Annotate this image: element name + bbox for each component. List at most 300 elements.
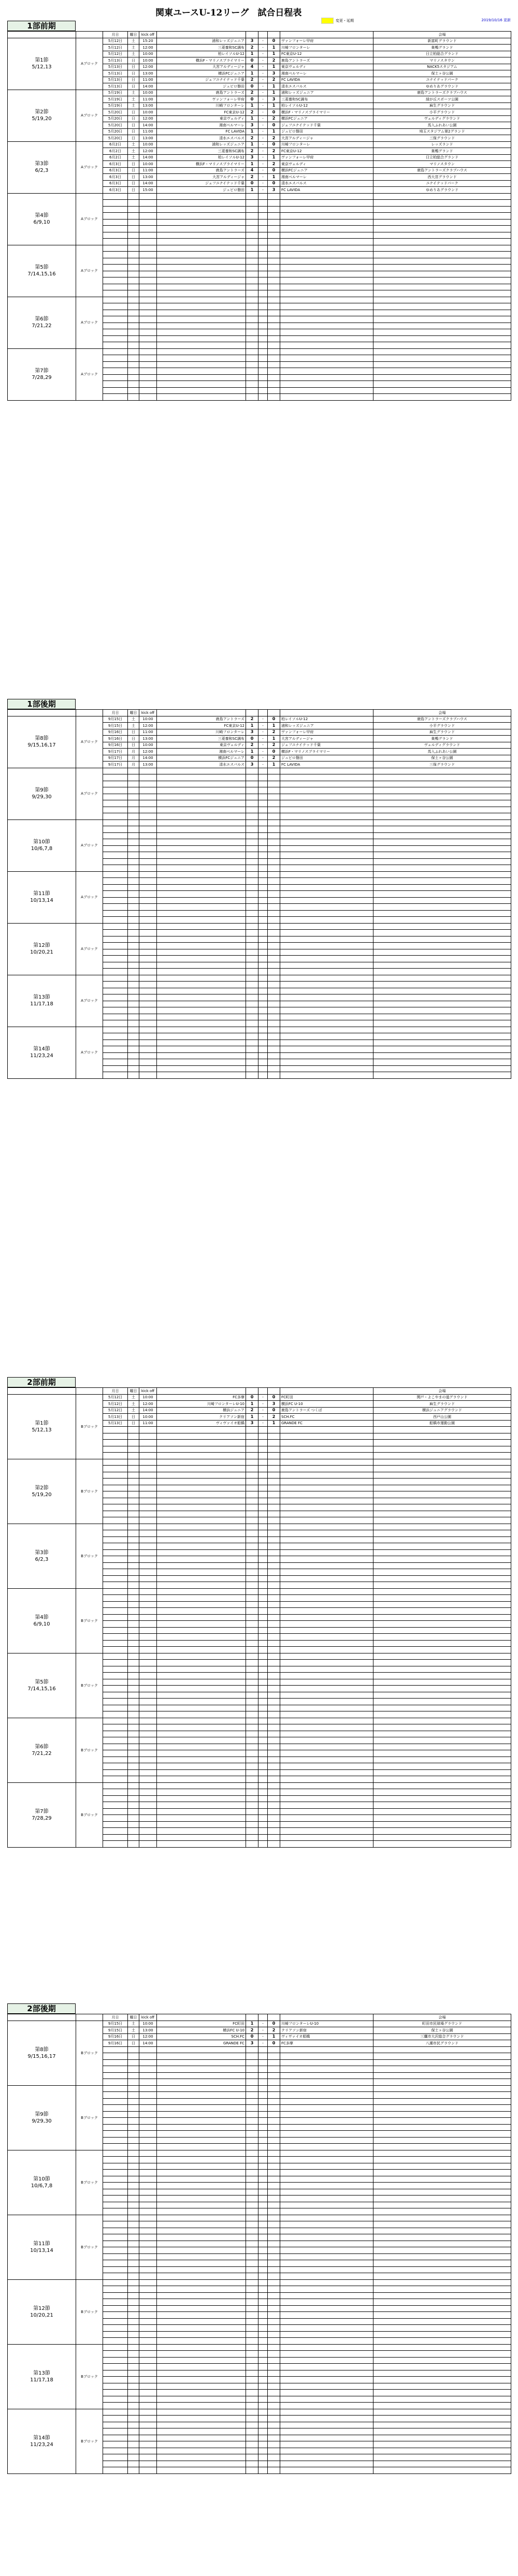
match-date — [103, 2202, 128, 2208]
away-team — [280, 303, 373, 310]
match-time — [139, 1757, 157, 1763]
venue — [373, 2383, 511, 2390]
away-team — [280, 819, 373, 826]
home-score: 1 — [246, 51, 258, 57]
away-team — [280, 2286, 373, 2293]
score-separator — [258, 1014, 268, 1020]
match-time — [139, 2266, 157, 2273]
away-score — [268, 1427, 280, 1433]
match-time — [139, 1795, 157, 1802]
away-team: 川崎フロンターレ — [280, 45, 373, 51]
home-score — [246, 2176, 258, 2183]
home-team — [157, 2202, 246, 2208]
home-team — [157, 277, 246, 284]
match-date — [103, 936, 128, 943]
home-score — [246, 2221, 258, 2228]
score-separator — [258, 1511, 268, 1517]
away-team — [280, 2403, 373, 2409]
venue — [373, 969, 511, 975]
home-team — [157, 2215, 246, 2221]
header-cell — [258, 32, 268, 38]
match-date — [103, 1769, 128, 1776]
home-team: 柏レイソルU-12 — [157, 51, 246, 57]
match-time — [139, 994, 157, 1001]
venue — [373, 1536, 511, 1543]
match-time — [139, 1776, 157, 1783]
match-day — [128, 2105, 139, 2112]
match-time — [139, 923, 157, 930]
home-team — [157, 897, 246, 904]
score-separator — [258, 2196, 268, 2202]
away-team: 柏レイソルU-12 — [280, 716, 373, 723]
away-team — [280, 329, 373, 336]
header-cell — [76, 1388, 103, 1395]
score-separator — [258, 794, 268, 800]
away-score — [268, 1491, 280, 1498]
match-time: 11:00 — [139, 96, 157, 103]
home-score — [246, 1815, 258, 1822]
away-score — [268, 936, 280, 943]
venue — [373, 904, 511, 911]
away-team — [280, 1750, 373, 1757]
match-date — [103, 394, 128, 401]
venue — [373, 361, 511, 368]
round-label: 第9節 9/29,30 — [8, 2085, 76, 2150]
venue — [373, 858, 511, 865]
score-separator: - — [258, 729, 268, 736]
table-row — [8, 1459, 511, 1466]
away-team — [280, 2344, 373, 2351]
venue — [373, 1549, 511, 1556]
venue — [373, 1491, 511, 1498]
score-separator — [258, 1588, 268, 1595]
match-day — [128, 2137, 139, 2144]
match-time — [139, 819, 157, 826]
score-separator — [258, 865, 268, 872]
away-team — [280, 852, 373, 859]
match-day — [128, 2163, 139, 2170]
venue — [373, 1776, 511, 1783]
home-team — [157, 1014, 246, 1020]
score-separator — [258, 1046, 268, 1053]
away-team — [280, 2144, 373, 2150]
home-team: ジェフユナイテッド千葉 — [157, 77, 246, 83]
away-score — [268, 1692, 280, 1699]
header-cell — [76, 2014, 103, 2021]
header-cell — [280, 1388, 373, 1395]
home-team — [157, 297, 246, 303]
away-score — [268, 1543, 280, 1550]
venue: 日立柏総合グランド — [373, 154, 511, 161]
score-separator — [258, 1536, 268, 1543]
match-time: 12:00 — [139, 148, 157, 155]
home-score: 1 — [246, 128, 258, 135]
match-date — [103, 1027, 128, 1033]
match-day — [128, 1679, 139, 1686]
match-day: 土 — [128, 1407, 139, 1414]
match-day: 土 — [128, 141, 139, 148]
away-score — [268, 2403, 280, 2409]
away-score — [268, 826, 280, 833]
score-separator: - — [258, 57, 268, 64]
venue — [373, 1472, 511, 1479]
away-score — [268, 258, 280, 265]
home-team — [157, 1588, 246, 1595]
score-separator — [258, 2364, 268, 2370]
home-team — [157, 329, 246, 336]
home-team — [157, 2351, 246, 2358]
header-cell — [8, 1388, 76, 1395]
home-score — [246, 917, 258, 924]
away-score — [268, 1653, 280, 1660]
match-time — [139, 2085, 157, 2092]
match-day — [128, 1757, 139, 1763]
away-team: ヴァンフォーレ甲府 — [280, 729, 373, 736]
venue — [373, 865, 511, 872]
score-separator — [258, 2312, 268, 2319]
match-date — [103, 1446, 128, 1453]
away-team: ヴァンフォーレ甲府 — [280, 38, 373, 45]
header-cell — [258, 710, 268, 716]
match-time: 13:00 — [139, 135, 157, 142]
home-score — [246, 1621, 258, 1628]
match-day — [128, 374, 139, 381]
away-team — [280, 2461, 373, 2467]
home-team — [157, 1562, 246, 1569]
away-score — [268, 1549, 280, 1556]
page-header — [0, 0, 518, 26]
match-date — [103, 865, 128, 872]
away-score — [268, 1627, 280, 1634]
match-day: 土 — [128, 716, 139, 723]
away-score — [268, 193, 280, 200]
home-score: 2 — [246, 90, 258, 96]
home-team — [157, 781, 246, 787]
home-team — [157, 988, 246, 994]
away-team — [280, 1575, 373, 1582]
away-team — [280, 1582, 373, 1589]
venue: 保土ヶ谷公園 — [373, 2027, 511, 2034]
home-score — [246, 2266, 258, 2273]
match-time — [139, 2176, 157, 2183]
home-team — [157, 2454, 246, 2461]
away-team — [280, 277, 373, 284]
home-score — [246, 2228, 258, 2234]
score-separator — [258, 1020, 268, 1027]
venue — [373, 374, 511, 381]
score-separator — [258, 878, 268, 885]
venue — [373, 871, 511, 878]
home-score — [246, 2351, 258, 2358]
match-day — [128, 1769, 139, 1776]
match-date — [103, 787, 128, 794]
match-time: 13:00 — [139, 103, 157, 109]
home-team — [157, 1802, 246, 1809]
match-date — [103, 1776, 128, 1783]
home-team — [157, 271, 246, 277]
match-time: 13:00 — [139, 2027, 157, 2034]
round-label: 第12節 10/20,21 — [8, 923, 76, 975]
away-score — [268, 2059, 280, 2066]
match-day — [128, 1498, 139, 1504]
match-day — [128, 1776, 139, 1783]
away-team — [280, 1763, 373, 1770]
match-time — [139, 2046, 157, 2053]
home-team — [157, 303, 246, 310]
match-day — [128, 284, 139, 290]
match-day — [128, 2403, 139, 2409]
venue: ゆめりあグラウンド — [373, 187, 511, 194]
home-team: 川崎フロンターレU-10 — [157, 1401, 246, 1408]
match-time — [139, 962, 157, 969]
home-team — [157, 1789, 246, 1796]
match-day — [128, 2422, 139, 2428]
home-team — [157, 794, 246, 800]
venue — [373, 2150, 511, 2157]
score-separator — [258, 1582, 268, 1589]
header-cell: 曜日 — [128, 710, 139, 716]
score-separator — [258, 1569, 268, 1576]
home-score — [246, 335, 258, 342]
match-date — [103, 1815, 128, 1822]
venue — [373, 1724, 511, 1731]
score-separator — [258, 1614, 268, 1621]
match-day — [128, 819, 139, 826]
score-separator — [258, 2241, 268, 2247]
match-day — [128, 969, 139, 975]
score-separator — [258, 1640, 268, 1647]
match-time — [139, 1634, 157, 1641]
away-score — [268, 2318, 280, 2325]
home-score — [246, 277, 258, 284]
away-score — [268, 1601, 280, 1608]
match-date — [103, 1595, 128, 1602]
away-score — [268, 2170, 280, 2176]
header-cell: kick off — [139, 1388, 157, 1395]
match-date — [103, 2241, 128, 2247]
venue — [373, 897, 511, 904]
venue — [373, 2396, 511, 2403]
away-team — [280, 949, 373, 956]
away-team — [280, 1731, 373, 1737]
match-date: 6月3日 — [103, 167, 128, 174]
match-date — [103, 2183, 128, 2189]
score-separator — [258, 1072, 268, 1079]
score-separator — [258, 381, 268, 388]
round-label: 第10節 10/6,7,8 — [8, 2150, 76, 2215]
match-time: 13:00 — [139, 736, 157, 742]
venue — [373, 819, 511, 826]
away-team — [280, 2279, 373, 2286]
venue — [373, 2059, 511, 2066]
match-date — [103, 2247, 128, 2254]
match-day — [128, 2157, 139, 2163]
match-day — [128, 2448, 139, 2454]
home-team — [157, 361, 246, 368]
round-label: 第6節 7/21,22 — [8, 1718, 76, 1782]
venue — [373, 1595, 511, 1602]
match-day — [128, 1744, 139, 1750]
home-score — [246, 1802, 258, 1809]
match-time — [139, 982, 157, 988]
venue — [373, 807, 511, 813]
match-day: 土 — [128, 154, 139, 161]
away-team — [280, 1640, 373, 1647]
away-score — [268, 1621, 280, 1628]
venue — [373, 982, 511, 988]
away-team — [280, 252, 373, 258]
away-team: 湘南ベルマーレ — [280, 70, 373, 77]
home-score — [246, 1595, 258, 1602]
home-score: 0 — [246, 1394, 258, 1401]
away-score — [268, 1530, 280, 1537]
home-team — [157, 2266, 246, 2273]
away-team — [280, 1757, 373, 1763]
venue — [373, 2221, 511, 2228]
venue — [373, 787, 511, 794]
home-team — [157, 1569, 246, 1576]
away-score — [268, 988, 280, 994]
home-score: 1 — [246, 141, 258, 148]
home-score — [246, 2370, 258, 2377]
venue — [373, 1686, 511, 1692]
home-score — [246, 2312, 258, 2319]
match-day: 日 — [128, 742, 139, 749]
away-team — [280, 2383, 373, 2390]
match-time — [139, 239, 157, 245]
home-team — [157, 956, 246, 962]
match-day: 土 — [128, 2027, 139, 2034]
home-team — [157, 2467, 246, 2474]
away-score: 3 — [268, 187, 280, 194]
score-separator — [258, 1001, 268, 1007]
score-separator — [258, 2325, 268, 2332]
match-day — [128, 1569, 139, 1576]
away-team — [280, 1556, 373, 1563]
home-team: 清水エスパルス — [157, 762, 246, 768]
home-team: 川崎フロンターレ — [157, 103, 246, 109]
home-team — [157, 1072, 246, 1079]
home-score — [246, 878, 258, 885]
score-separator — [258, 1472, 268, 1479]
match-date — [103, 2325, 128, 2332]
group-label: Aブロック — [76, 716, 103, 768]
match-time — [139, 394, 157, 401]
away-score — [268, 1776, 280, 1783]
home-team — [157, 800, 246, 807]
venue: 三保グラウンド — [373, 135, 511, 142]
away-score — [268, 852, 280, 859]
header-cell: kick off — [139, 710, 157, 716]
away-team — [280, 962, 373, 969]
match-time — [139, 1802, 157, 1809]
home-team: 横浜FCジュニア — [157, 755, 246, 762]
match-time — [139, 800, 157, 807]
match-date — [103, 1737, 128, 1744]
match-time — [139, 1530, 157, 1537]
match-date — [103, 2467, 128, 2474]
venue — [373, 2454, 511, 2461]
match-date: 9月17日 — [103, 749, 128, 755]
away-team — [280, 2176, 373, 2183]
score-separator — [258, 910, 268, 917]
match-day — [128, 271, 139, 277]
away-score — [268, 2279, 280, 2286]
away-team — [280, 342, 373, 349]
home-team — [157, 1608, 246, 1615]
score-separator — [258, 1543, 268, 1550]
away-team — [280, 1446, 373, 1453]
away-team — [280, 975, 373, 982]
table-row — [8, 1394, 511, 1401]
match-time — [139, 2234, 157, 2241]
match-day — [128, 2234, 139, 2241]
home-score — [246, 2131, 258, 2138]
away-score: 0 — [268, 1407, 280, 1414]
home-team — [157, 878, 246, 885]
away-team — [280, 387, 373, 394]
home-score — [246, 1711, 258, 1718]
match-day — [128, 943, 139, 949]
venue — [373, 1744, 511, 1750]
away-team — [280, 2416, 373, 2422]
venue — [373, 2448, 511, 2454]
away-score: 2 — [268, 161, 280, 168]
home-score — [246, 2441, 258, 2448]
match-day — [128, 2383, 139, 2390]
match-day — [128, 1427, 139, 1433]
home-score — [246, 329, 258, 336]
match-day: 日 — [128, 122, 139, 129]
away-score — [268, 381, 280, 388]
match-day — [128, 2183, 139, 2189]
match-time — [139, 2215, 157, 2221]
match-time — [139, 2183, 157, 2189]
score-separator — [258, 787, 268, 794]
match-date: 6月3日 — [103, 174, 128, 181]
match-time — [139, 310, 157, 316]
legend-label: 変更・延期 — [336, 19, 354, 23]
home-score — [246, 1007, 258, 1014]
match-time — [139, 988, 157, 994]
home-score — [246, 2299, 258, 2306]
home-team — [157, 2085, 246, 2092]
match-date — [103, 297, 128, 303]
venue: 馬入ふれあい公園 — [373, 749, 511, 755]
away-score — [268, 1433, 280, 1440]
match-day: 日 — [128, 115, 139, 122]
home-team — [157, 252, 246, 258]
away-score: 0 — [268, 716, 280, 723]
away-score — [268, 252, 280, 258]
score-separator — [258, 1841, 268, 1848]
away-team — [280, 2170, 373, 2176]
away-score: 1 — [268, 762, 280, 768]
match-date — [103, 1536, 128, 1543]
match-day — [128, 1479, 139, 1485]
match-date — [103, 206, 128, 213]
score-separator — [258, 394, 268, 401]
match-time — [139, 826, 157, 833]
home-score — [246, 1072, 258, 1079]
score-separator: - — [258, 2040, 268, 2047]
match-day — [128, 297, 139, 303]
match-time — [139, 1750, 157, 1757]
home-team — [157, 232, 246, 239]
score-separator: - — [258, 1420, 268, 1427]
home-team: FC町田 — [157, 2021, 246, 2027]
home-score: 4 — [246, 167, 258, 174]
